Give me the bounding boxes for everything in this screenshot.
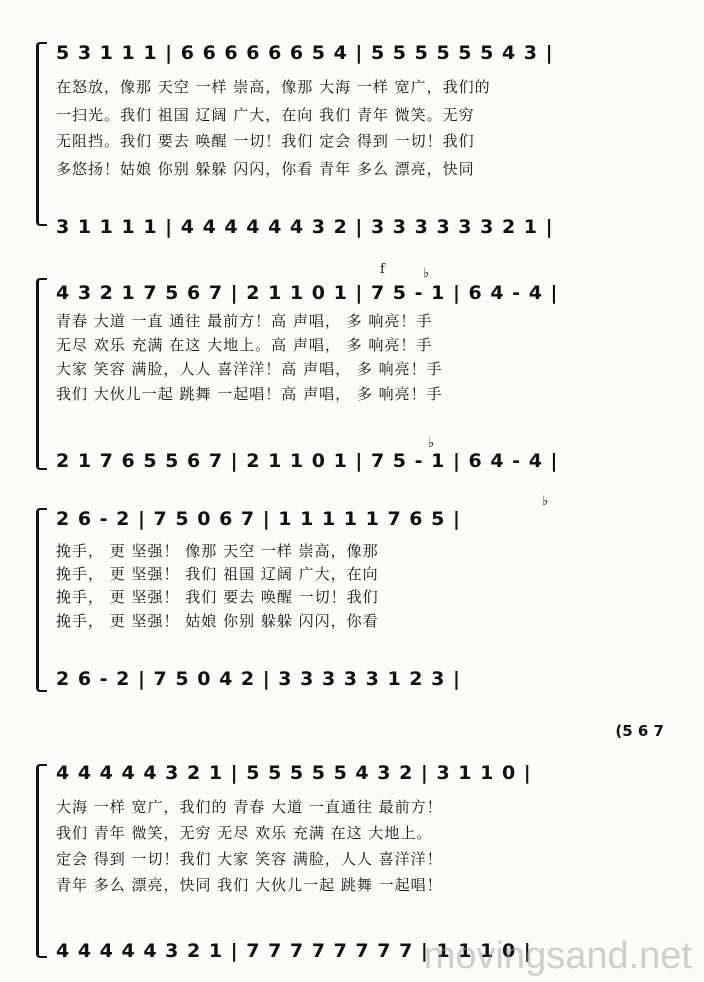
lyric-verse-4: 我们 大伙儿一起 跳舞 一起唱！高 声唱， 多 响亮！手 (56, 385, 443, 403)
flat-mark: ♭ (428, 436, 435, 451)
melody-line: 5 3 1 1 1 | 6 6 6 6 6 6 5 4 | 5 5 5 5 5 5 4 3 | (56, 42, 554, 64)
flat-mark: ♭ (542, 494, 549, 509)
lyric-verse-2: 无尽 欢乐 充满 在这 大地上。高 声唱， 多 响亮！手 (56, 336, 433, 354)
lyric-verse-2: 挽手， 更 坚强！ 我们 祖国 辽阔 广大，在向 (56, 565, 379, 583)
lyric-verse-3: 挽手， 更 坚强！ 我们 要去 唤醒 一切！我们 (56, 588, 379, 606)
lyric-verse-4: 挽手， 更 坚强！ 姑娘 你别 躲躲 闪闪，你看 (56, 612, 379, 630)
melody-line: 4 4 4 4 4 3 2 1 | 5 5 5 5 5 4 3 2 | 3 1 1 0 | (56, 762, 532, 784)
system-brace (36, 764, 47, 958)
bass-line: 2 1 7 6 5 5 6 7 | 2 1 1 0 1 | 7 5 - 1 | 6 4 - 4 | (56, 450, 559, 472)
melody-line: 2 6 - 2 | 7 5 0 6 7 | 1 1 1 1 1 7 6 5 | (56, 508, 461, 530)
melody-line: 4 3 2 1 7 5 6 7 | 2 1 1 0 1 | 7 5 - 1 | 6 4 - 4 | (56, 282, 559, 304)
bass-line: 3 1 1 1 1 | 4 4 4 4 4 4 3 2 | 3 3 3 3 3 3 2 1 | (56, 216, 554, 238)
bass-line: 2 6 - 2 | 7 5 0 4 2 | 3 3 3 3 3 1 2 3 | (56, 668, 461, 690)
forte-mark: f (380, 262, 385, 277)
system-brace (36, 278, 47, 470)
watermark: movingsand.net (423, 935, 692, 977)
lyric-verse-1: 挽手， 更 坚强！ 像那 天空 一样 崇高，像那 (56, 542, 379, 560)
bass-line: 4 4 4 4 4 3 2 1 | 7 7 7 7 7 7 7 7 | 1 1 1 0 | (56, 940, 532, 962)
cue-notes: (5 6 7 (615, 722, 664, 740)
lyric-verse-4: 青年 多么 漂亮，快同 我们 大伙儿一起 跳舞 一起唱！ (56, 876, 443, 894)
lyric-verse-1: 大海 一样 宽广，我们的 青春 大道 一直通往 最前方！ (56, 798, 443, 816)
lyric-verse-2: 一扫光。我们 祖国 辽阔 广大，在向 我们 青年 微笑。无穷 (56, 106, 475, 124)
system-brace (36, 508, 47, 692)
lyric-verse-3: 无阻挡。我们 要去 唤醒 一切！我们 定会 得到 一切！我们 (56, 132, 475, 150)
system-brace (36, 42, 47, 226)
lyric-verse-2: 我们 青年 微笑，无穷 无尽 欢乐 充满 在这 大地上。 (56, 824, 433, 842)
flat-mark: ♭ (423, 266, 430, 281)
lyric-verse-3: 大家 笑容 满脸，人人 喜洋洋！高 声唱， 多 响亮！手 (56, 360, 443, 378)
lyric-verse-1: 青春 大道 一直 通往 最前方！高 声唱， 多 响亮！手 (56, 312, 433, 330)
lyric-verse-4: 多悠扬！姑娘 你别 躲躲 闪闪，你看 青年 多么 漂亮，快同 (56, 160, 475, 178)
lyric-verse-3: 定会 得到 一切！我们 大家 笑容 满脸，人人 喜洋洋！ (56, 850, 443, 868)
lyric-verse-1: 在怒放，像那 天空 一样 崇高，像那 大海 一样 宽广，我们的 (56, 78, 491, 96)
